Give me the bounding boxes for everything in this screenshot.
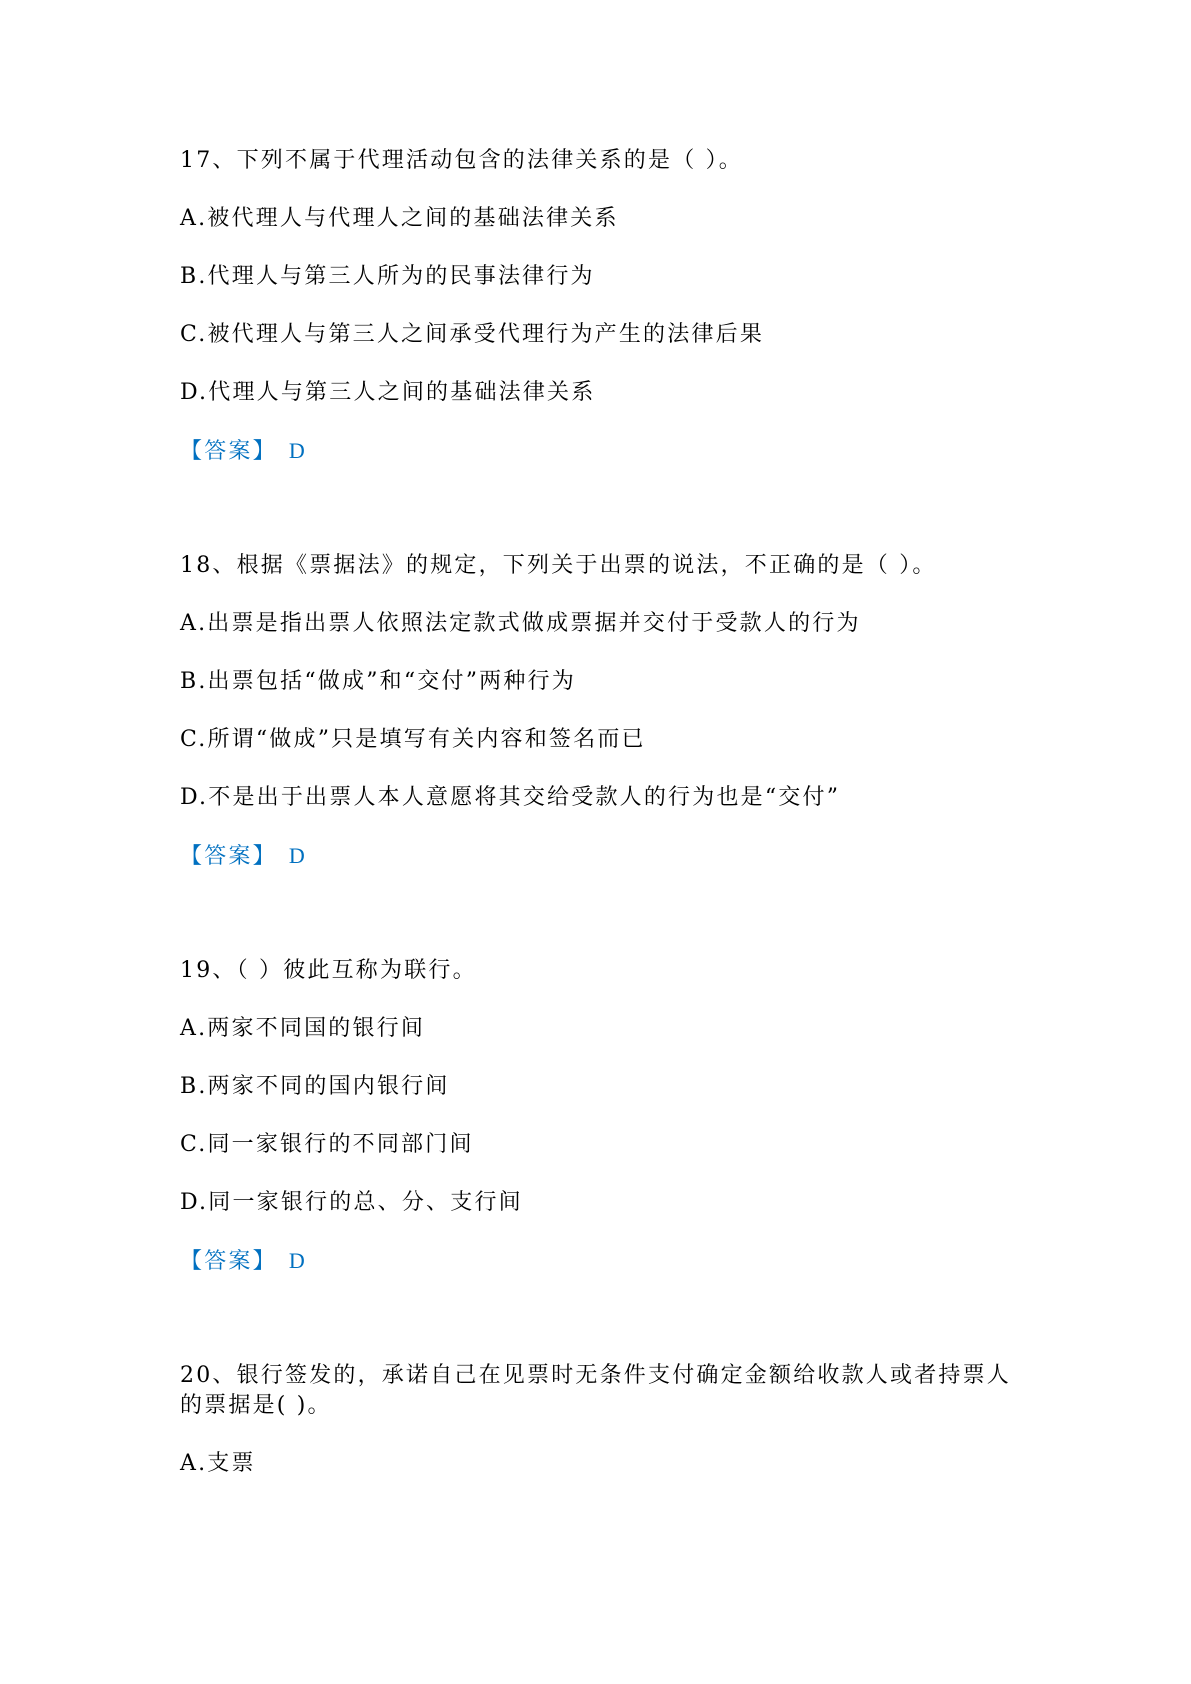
question-17-answer: [180, 436, 307, 467]
question-18-option-a: A.出票是指出票人依照法定款式做成票据并交付于受款人的行为: [180, 611, 861, 636]
question-20-stem-line-1: 20、银行签发的，承诺自己在见票时无条件支付确定金额给收款人或者持票人: [180, 1363, 1011, 1388]
question-18-answer: [180, 841, 307, 872]
answer-open-bracket: 【: [180, 439, 205, 464]
question-18-stem: 18、根据《票据法》的规定，下列关于出票的说法，不正确的是（ ）。: [180, 553, 937, 578]
question-17-stem: 17、下列不属于代理活动包含的法律关系的是（ ）。: [180, 148, 743, 173]
question-18-option-d: D.不是出于出票人本人意愿将其交给受款人的行为也是“交付”: [180, 785, 841, 810]
question-19-option-d: D.同一家银行的总、分、支行间: [180, 1190, 523, 1215]
question-18-option-b: B.出票包括“做成”和“交付”两种行为: [180, 669, 576, 694]
answer-label: 答案: [204, 1249, 253, 1274]
answer-value: D: [288, 438, 307, 463]
question-18-option-c: C.所谓“做成”只是填写有关内容和签名而已: [180, 727, 646, 752]
question-20-stem-line-2: 的票据是( )。: [180, 1393, 332, 1418]
question-17-option-d: D.代理人与第三人之间的基础法律关系: [180, 380, 596, 405]
question-19-option-b: B.两家不同的国内银行间: [180, 1074, 450, 1099]
question-20-option-a: A.支票: [180, 1451, 256, 1476]
answer-label: 答案: [204, 844, 253, 869]
question-17-option-b: B.代理人与第三人所为的民事法律行为: [180, 264, 595, 289]
answer-open-bracket: 【: [180, 1249, 205, 1274]
question-17-option-c: C.被代理人与第三人之间承受代理行为产生的法律后果: [180, 322, 765, 347]
answer-close-bracket: 】: [252, 439, 277, 464]
question-19-option-c: C.同一家银行的不同部门间: [180, 1132, 474, 1157]
question-19-option-a: A.两家不同国的银行间: [180, 1016, 426, 1041]
answer-value: D: [288, 843, 307, 868]
question-19-answer: [180, 1246, 307, 1277]
question-19-stem: 19、（ ）彼此互称为联行。: [180, 958, 477, 983]
answer-close-bracket: 】: [252, 844, 277, 869]
answer-label: 答案: [204, 439, 253, 464]
answer-value: D: [288, 1248, 307, 1273]
answer-open-bracket: 【: [180, 844, 205, 869]
answer-close-bracket: 】: [252, 1249, 277, 1274]
question-17-option-a: A.被代理人与代理人之间的基础法律关系: [180, 206, 619, 231]
